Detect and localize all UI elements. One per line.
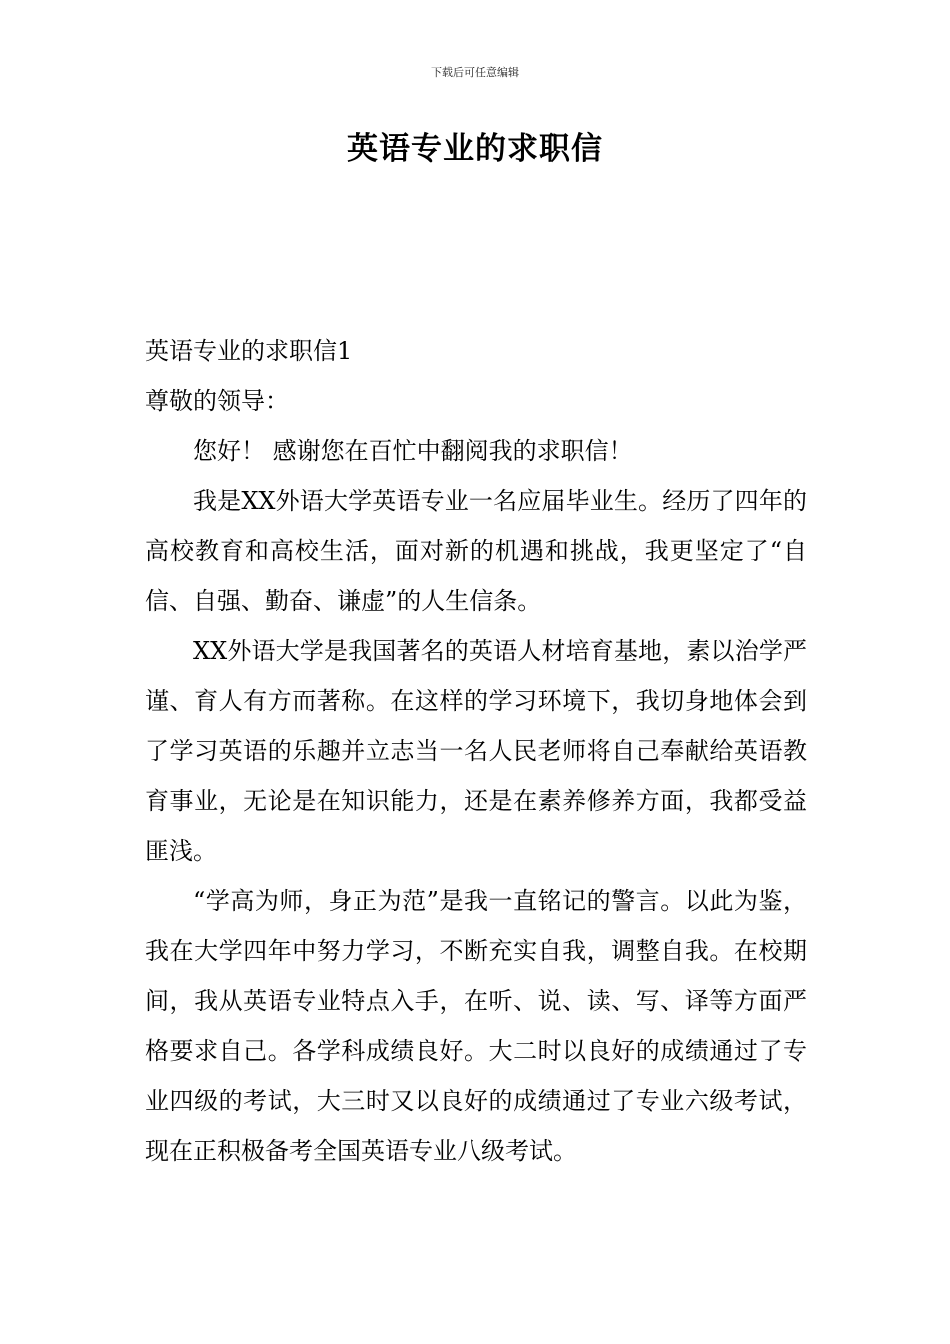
document-title: 英语专业的求职信 <box>347 131 603 167</box>
header-note: 下载后可任意编辑 <box>431 66 519 79</box>
paragraph-greeting: 您好！ 感谢您在百忙中翻阅我的求职信！ <box>193 437 633 465</box>
paragraph-introduction: 我是XX外语大学英语专业一名应届毕业生。经历了四年的高校教育和高校生活，面对新的机遇和挑战，我更坚定了“自信、自强、勤奋、谦虚”的人生信条。 <box>145 487 807 615</box>
paragraph-studies: “学高为师，身正为范”是我一直铭记的警言。以此为鉴，我在大学四年中努力学习，不断充实自我，调整自我。在校期间，我从英语专业特点入手，在听、说、读、写、译等方面严格要求自己。各学科成绩良好。大二时以良好的成绩通过了专业四级的考试，大三时又以良好的成绩通过了专业六级考试，现在正积极备考全国英语专业八级考试。 <box>145 887 807 1165</box>
salutation: 尊敬的领导： <box>145 387 289 415</box>
paragraph-university: XX外语大学是我国著名的英语人材培育基地，素以治学严谨、育人有方而著称。在这样的学习环境下，我切身地体会到了学习英语的乐趣并立志当一名人民老师将自己奉献给英语教育事业，无论是在知识能力，还是在素养修养方面，我都受益匪浅。 <box>145 637 807 865</box>
letter-subtitle: 英语专业的求职信1 <box>145 337 353 365</box>
letter-body <box>145 326 807 1176</box>
